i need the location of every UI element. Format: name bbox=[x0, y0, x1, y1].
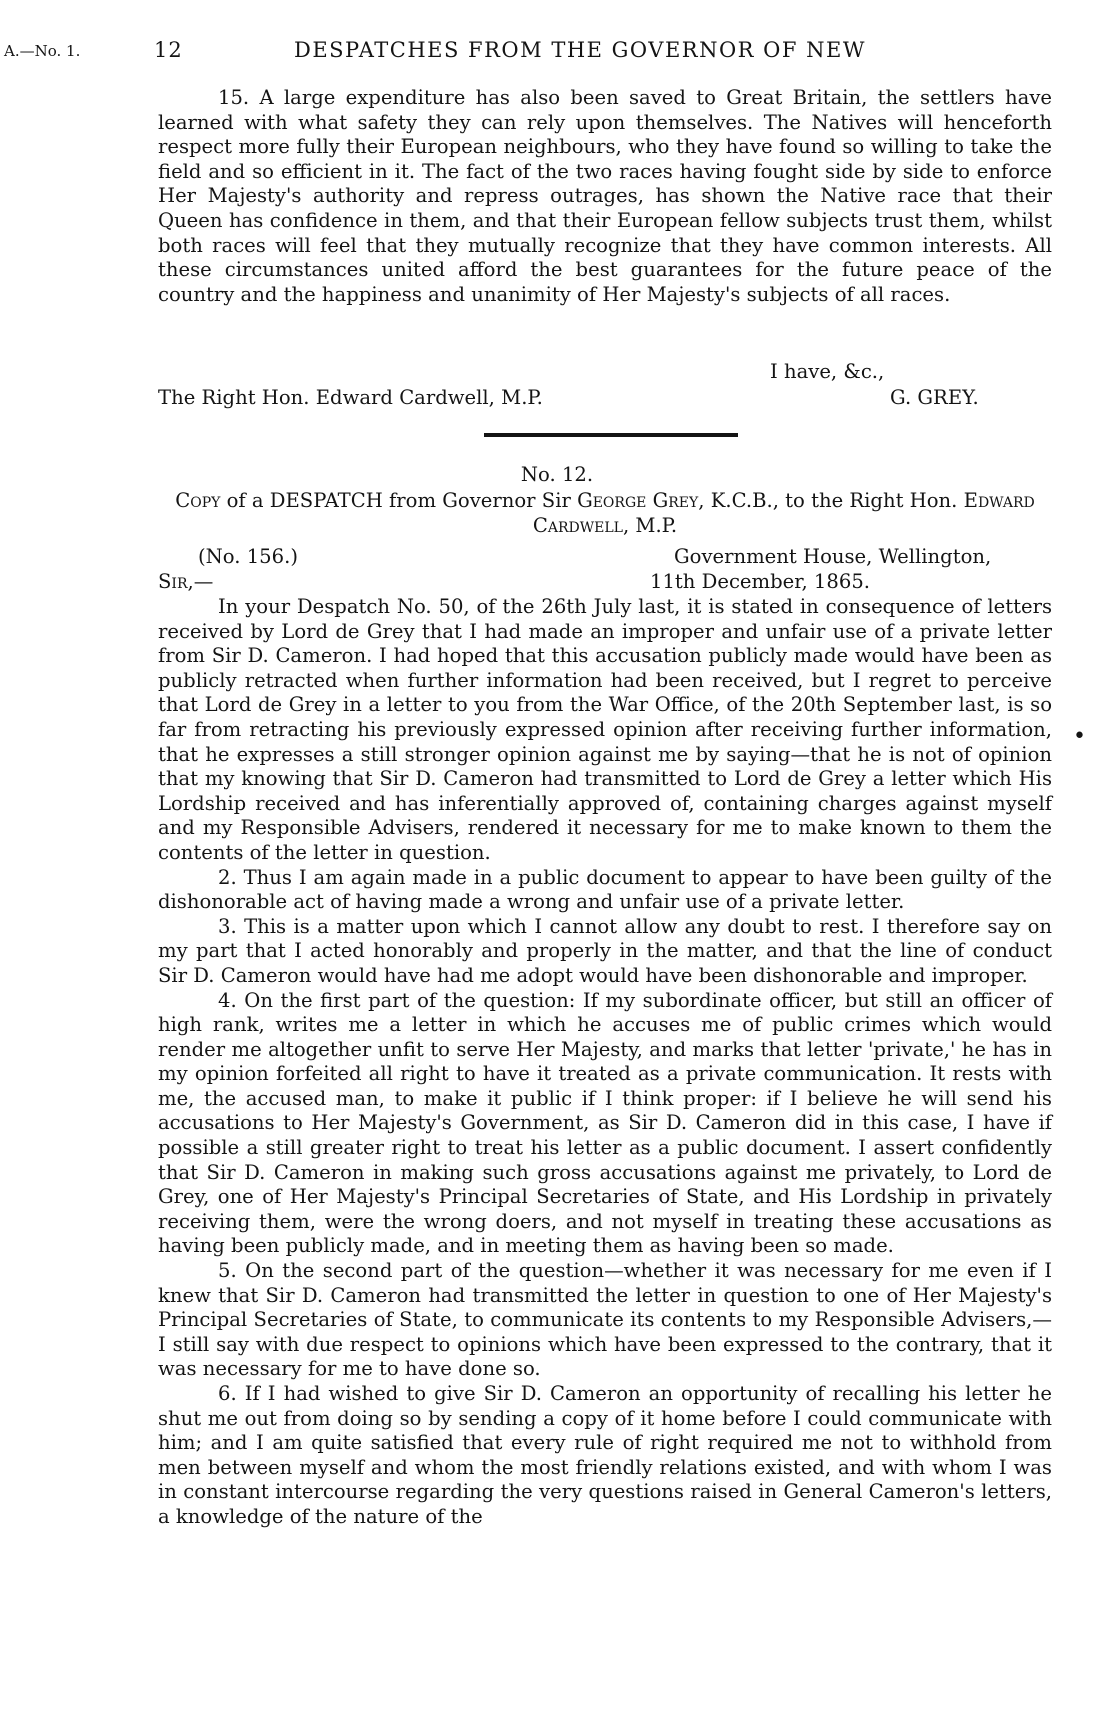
despatch-body bbox=[158, 595, 1052, 1530]
paragraph: 3. This is a matter upon which I cannot allow any doubt to rest. I therefore say on my part that I acted honorably and properly in the matter, and that the line of conduct Sir D. Cameron would have had me adopt would have been dishonorable and improper. bbox=[158, 914, 1052, 987]
paragraph: 5. On the second part of the question—whether it was necessary for me even if I knew that Sir D. Cameron had transmitted the letter in question to one of Her Majesty's Principal Secretaries of State, to communicate its contents to my Responsible Advisers,—I still say with due respect to opinions which have been expressed to the contrary, that it was necessary for me to have done so. bbox=[158, 1259, 1052, 1381]
page-header bbox=[0, 38, 1114, 72]
paragraph: In your Despatch No. 50, of the 26th July last, it is stated in consequence of letters received by Lord de Grey that I had made an improper and unfair use of a private letter from Sir D. Cameron. I had hoped that this accusation publicly made would have been as publicly retracted when further information had been received, but I regret to perceive that Lord de Grey in a letter to you from the War Office, of the 20th September last, is so far from retracting his previously expressed opinion after receiving further information, that he expresses a still stronger opinion against me by saying—that he is not of opinion that my knowing that Sir D. Cameron had transmitted to Lord de Grey a letter which His Lordship received and has inferentially approved of, containing charges against myself and my Responsible Advisers, rendered it necessary for me to make known to them the contents of the letter in question. bbox=[158, 595, 1052, 864]
despatch-location: Government House, Wellington, bbox=[674, 545, 992, 568]
section-divider bbox=[484, 433, 738, 437]
despatch-title bbox=[158, 489, 1052, 538]
title-text-3: , M.P. bbox=[622, 513, 678, 537]
previous-despatch-body bbox=[158, 86, 1052, 307]
paragraph: 2. Thus I am again made in a public document to appear to have been guilty of the dishonorable act of having made a wrong and unfair use of a private letter. bbox=[158, 865, 1052, 914]
addressee: The Right Hon. Edward Cardwell, M.P. bbox=[158, 386, 543, 409]
title-copy: Copy bbox=[175, 489, 221, 512]
margin-mark: • bbox=[1073, 724, 1086, 749]
despatch-meta bbox=[158, 545, 1052, 595]
despatch-number: No. 12. bbox=[520, 463, 594, 486]
despatch-ref-number: (No. 156.) bbox=[198, 545, 298, 568]
paragraph-15: 15. A large expenditure has also been saved to Great Britain, the settlers have learned with what safety they can rely upon themselves. The Natives will henceforth respect more fully their European neighbours, who they have found so willing to take the field and so efficient in it. The fact of the two races having fought side by side to enforce Her Majesty's authority and repress outrages, has shown the Native race that their Queen has confidence in them, and that their European fellow subjects trust them, whilst both races will feel that they mutually recognize that they have common interests. All these circumstances united afford the best guarantees for the future peace of the country and the happiness and unanimity of Her Majesty's subjects of all races. bbox=[158, 86, 1052, 306]
signature: G. GREY. bbox=[890, 386, 979, 409]
paragraph: 6. If I had wished to give Sir D. Cameron an opportunity of recalling his letter he shut me out from doing so by sending a copy of it home before I could communicate with him; and I am quite satisfied that every rule of right required me not to withhold from men between myself and whom the most friendly relations existed, and with whom I was in constant intercourse regarding the very questions raised in General Cameron's letters, a knowledge of the nature of the bbox=[158, 1382, 1052, 1528]
paragraph: 4. On the first part of the question: If my subordinate officer, but still an officer of high rank, writes me a letter in which he accuses me of public crimes which would render me altogether unfit to serve Her Majesty, and marks that letter 'private,' he has in my opinion forfeited all right to have it treated as a private communication. It rests with me, the accused man, to make it public if I think proper: if I believe he will send his accusations to Her Majesty's Government, as Sir D. Cameron did in this case, I have if possible a still greater right to treat his letter as a public document. I assert confidently that Sir D. Cameron in making such gross accusations against me privately, to Lord de Grey, one of Her Majesty's Principal Secretaries of State, and His Lordship in privately receiving them, were the wrong doers, and not myself in treating these accusations as having been publicly made, and in meeting them as having been so made. bbox=[158, 988, 1052, 1258]
salutation: Sir,— bbox=[158, 569, 214, 593]
document-reference: A.—No. 1. bbox=[4, 42, 81, 60]
closing-formula: I have, &c., bbox=[770, 360, 885, 383]
title-text-2: , K.C.B., to the Right Hon. bbox=[698, 489, 958, 512]
title-recipient-name: Edward Cardwell bbox=[532, 489, 1035, 537]
title-text-1: of a DESPATCH from Governor Sir bbox=[226, 489, 571, 512]
despatch-date: 11th December, 1865. bbox=[650, 569, 871, 593]
running-title: DESPATCHES FROM THE GOVERNOR OF NEW bbox=[294, 38, 866, 62]
title-sender-name: George Grey bbox=[577, 489, 699, 512]
page-number: 12 bbox=[154, 38, 183, 62]
